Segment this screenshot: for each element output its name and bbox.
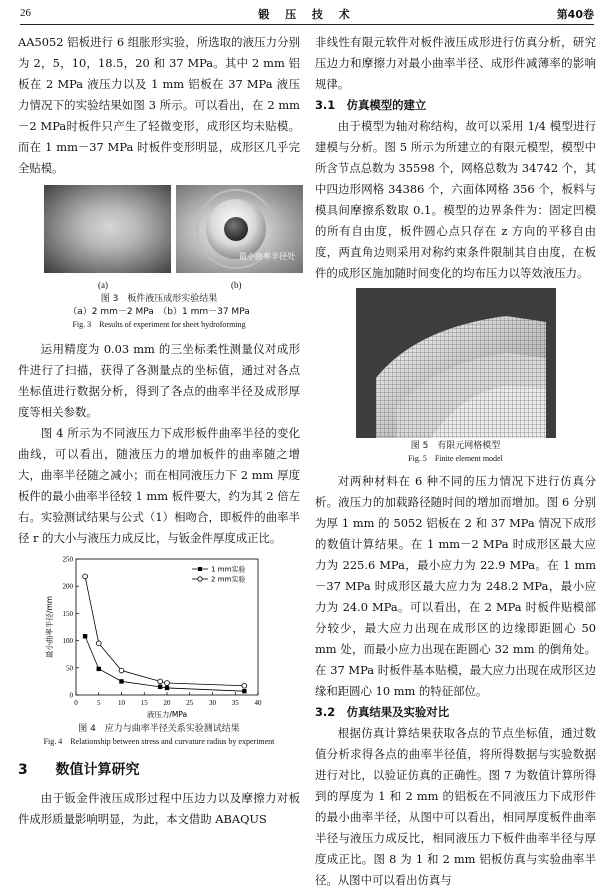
fig3-label-b: (b) [231,280,242,290]
right-paragraph-3: 对两种材料在 6 种不同的压力情况下进行仿真分析。液压力的加载路径随时间的增加而增加。图 6 分别为厚 1 mm 的 5052 铝板在 2 和 37 MPa 情况下成形的数值计算结果。在 1 mm－2 MPa 时成形区最大应力为 225.6 MPa，最小应力为 22.9 MPa。在 1 mm－37 MPa 时成形区最大应力为 248.2 MPa，最小应力为 24.0 MPa。可以看出，在 2 MPa 时板件贴模部分较少，最大应力出现在成形区的边缘即距圆心 50 mm 处，而最小应力出现在距圆心 32 mm 的倒角处。在 37 MPa 时板件基本贴模，最大应力出现在成形区边缘和距圆心 10 mm 的特征部位。 [315,474,596,698]
y-tick-label: 0 [69,691,73,700]
series-0-point [165,686,169,690]
x-tick-label: 40 [254,699,262,707]
journal-title: 锻 压 技 术 [258,8,356,21]
page-number: 26 [20,7,31,19]
series-line-1 [85,576,244,685]
x-tick-label: 10 [118,699,125,707]
page-header [20,5,594,23]
series-0-point [158,685,162,689]
section-3-number: 3 [18,762,28,778]
series-1-point [119,668,124,673]
series-0-point [83,634,87,638]
series-1-point [96,641,101,646]
section-3-title: 数值计算研究 [55,762,140,778]
series-1-point [165,681,170,686]
left-paragraph-2: 运用精度为 0.03 mm 的三坐标柔性测量仪对成形件进行了扫描，获得了各测量点的坐标值，通过对各点坐标值进行数据分析，得到了各点的曲率半径及成形厚度等相关参数。 [18,342,300,419]
right-paragraph-1: 非线性有限元软件对板件液压成形进行仿真分析，研究压边力和摩擦力对最小曲率半径、成形件减薄率的影响规律。 [315,35,596,91]
right-column [315,32,596,891]
x-tick-label: 25 [186,699,194,707]
figure-4-chart [18,553,300,723]
fig3-label-a: (a) [98,280,108,290]
fig5-caption-cn: 图 5 有限元网格模型 [410,441,501,451]
x-tick-label: 35 [231,699,239,707]
legend-label-0: 1 mm实验 [211,565,246,574]
left-column [18,32,300,830]
fig5-caption-en: Fig. 5 Finite element model [408,454,503,463]
x-tick-label: 0 [74,699,78,707]
photo-1mm-37mpa [176,185,303,273]
legend-marker-0 [198,567,202,571]
series-0-point [242,689,246,693]
x-tick-label: 30 [209,699,216,707]
y-tick-label: 250 [62,555,73,564]
x-tick-label: 15 [140,699,148,707]
curvature-chart [18,553,300,723]
figure-5-fem-model [356,288,556,438]
y-tick-label: 50 [66,664,73,673]
series-1-point [83,574,88,579]
section-3-heading [18,758,300,782]
min-radius-label: 最小曲率半径处 [239,252,295,261]
fig3-caption-sub: （a）2 mm－2 MPa （b）1 mm－37 MPa [68,307,250,317]
legend-marker-1 [198,577,202,581]
subsection-3-1-title: 3.1 仿真模型的建立 [315,98,427,112]
left-paragraph-4: 由于钣金件液压成形过程中压边力以及摩擦力对板件成形质量影响明显，为此，本文借助 ABAQUS [18,791,300,826]
fig3-caption-en: Fig. 3 Results of experiment for sheet hydroforming [72,320,246,329]
y-tick-label: 200 [62,582,73,591]
series-0-point [97,667,101,671]
cup-inner-shape [224,217,248,241]
y-tick-label: 100 [62,637,73,646]
series-0-point [119,679,123,683]
fig4-caption-cn: 图 4 应力与曲率半径关系实验测试结果 [78,724,240,734]
fig4-caption-en: Fig. 4 Relationship between stress and curvature radius by experiment [43,737,275,746]
subsection-3-2-title: 3.2 仿真结果及实验对比 [315,705,450,719]
figure-3 [18,185,300,290]
x-tick-label: 20 [163,699,171,707]
right-paragraph-2: 由于模型为轴对称结构，故可以采用 1/4 模型进行建模与分析。图 5 所示为所建立的有限元模型，模型中所含节点总数为 35598 个，网格总数为 34742 个，其中四边形网格 34386 个，六面体网格 356 个，板料与模具间摩擦系数取 0.1。模型的边界条件为：固定凹模的所有自由度，板件圆心点只存在 z 方向的平移自由度，两直角边则采用对称约束条件限制其自由度，在板件的成形区施加随时间变化的均布压力以等效液压力。 [315,119,596,280]
x-tick-label: 5 [97,699,101,707]
photo-2mm-2mpa [44,185,171,273]
series-1-point [242,683,247,688]
legend-label-1: 2 mm实验 [211,575,246,584]
right-paragraph-4: 根据仿真计算结果获取各点的节点坐标值，通过数值分析求得各点的曲率半径值，将所得数据与实验数据进行对比，以验证仿真的正确性。图 7 为数值计算所得到的厚度为 1 和 2 mm 的铝板在不同液压力下成形件的最小曲率半径，从图中可以看出，相同厚度板件曲率半径与液压力成反比，相同液压力下板件曲率半径与厚度成正比。图 8 为 1 和 2 mm 铝板仿真与实验曲率半径。从图中可以看出仿真与 [315,726,596,887]
volume-label: 第40卷 [556,8,594,21]
left-paragraph-3: 图 4 所示为不同液压力下成形板件曲率半径的变化曲线，可以看出，随液压力的增加板件的曲率随之增大，曲率半径随之减小；而在相同液压力下 2 mm 厚度板件的最小曲率半径较 1 mm 板件要大，约为其 2 倍左右。实验测试结果与公式（1）相吻合，即板件的曲率半径 r 的大小与液压力成反比，与钣金件厚度成正比。 [18,426,301,545]
y-axis-label: 最小曲率半径/mm [45,595,54,659]
series-1-point [158,679,163,684]
x-axis-label: 液压力/MPa [146,710,188,719]
header-rule [20,24,594,25]
fem-mesh-svg [356,288,556,438]
left-paragraph-1: AA5052 铝板进行 6 组胀形实验，所选取的液压力分别为 2，5，10，18.5，20 和 37 MPa。其中 2 mm 铝板在 2 MPa 液压力以及 1 mm 铝板在 37 MPa 液压力情况下的实验结果如图 3 所示。可以看出，在 2 mm－2 MPa时板件只产生了轻微变形，成形区均未贴模。而在 1 mm－37 MPa 时板件变形明显，成形区几乎完全贴模。 [18,35,300,175]
fig3-caption-cn: 图 3 板件液压成形实验结果 [100,294,218,304]
y-tick-label: 150 [62,609,73,618]
